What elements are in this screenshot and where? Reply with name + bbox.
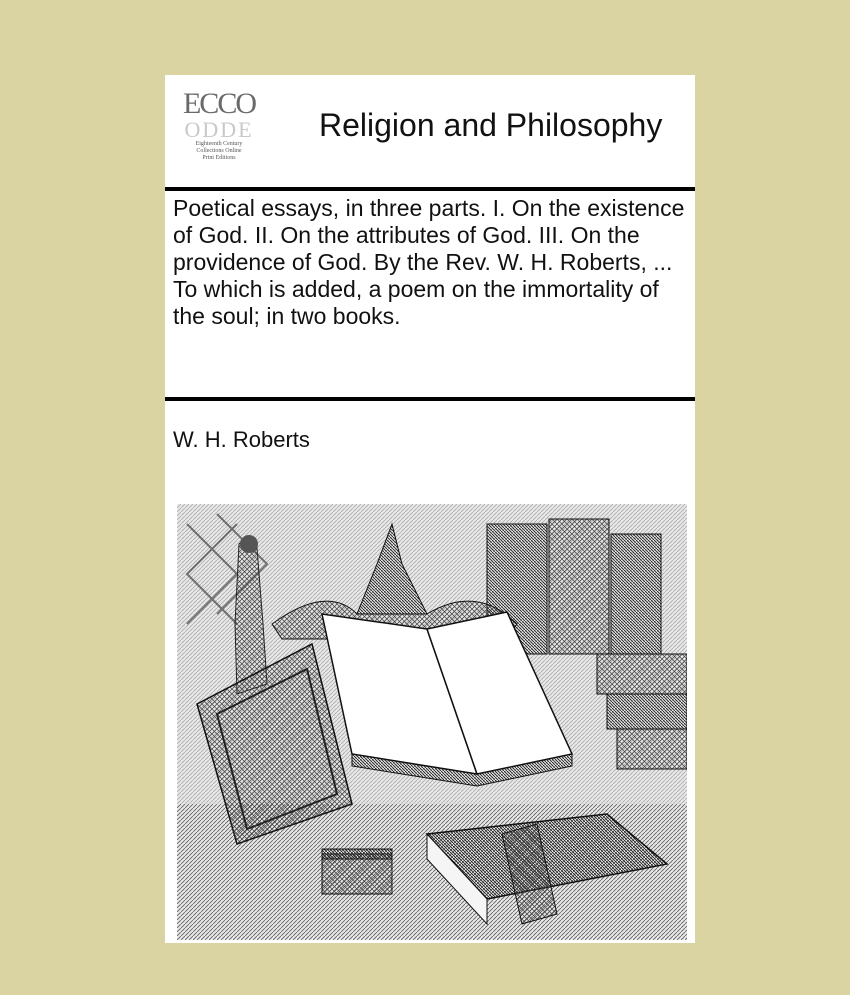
engraving-illustration bbox=[177, 504, 687, 940]
top-divider bbox=[165, 187, 695, 191]
logo-caption-line: Print Editions bbox=[202, 155, 236, 161]
logo-mark-top: ECCO bbox=[182, 87, 255, 120]
cover-header bbox=[165, 75, 695, 187]
middle-divider bbox=[165, 397, 695, 401]
book-author: W. H. Roberts bbox=[173, 427, 310, 452]
logo-caption-line: Eighteenth Century bbox=[195, 141, 243, 147]
series-title: Religion and Philosophy bbox=[319, 107, 663, 143]
logo-caption-line: Collections Online bbox=[196, 148, 242, 154]
ecco-logo bbox=[177, 89, 261, 175]
logo-mark-bottom: ODDE bbox=[184, 117, 254, 142]
book-title: Poetical essays, in three parts. I. On the existence of God. II. On the attributes of God. III. On the providence of God. By the Rev. W. H. Roberts, ... To which is added, a poem on the immortality of the soul; in two books. bbox=[173, 195, 685, 329]
